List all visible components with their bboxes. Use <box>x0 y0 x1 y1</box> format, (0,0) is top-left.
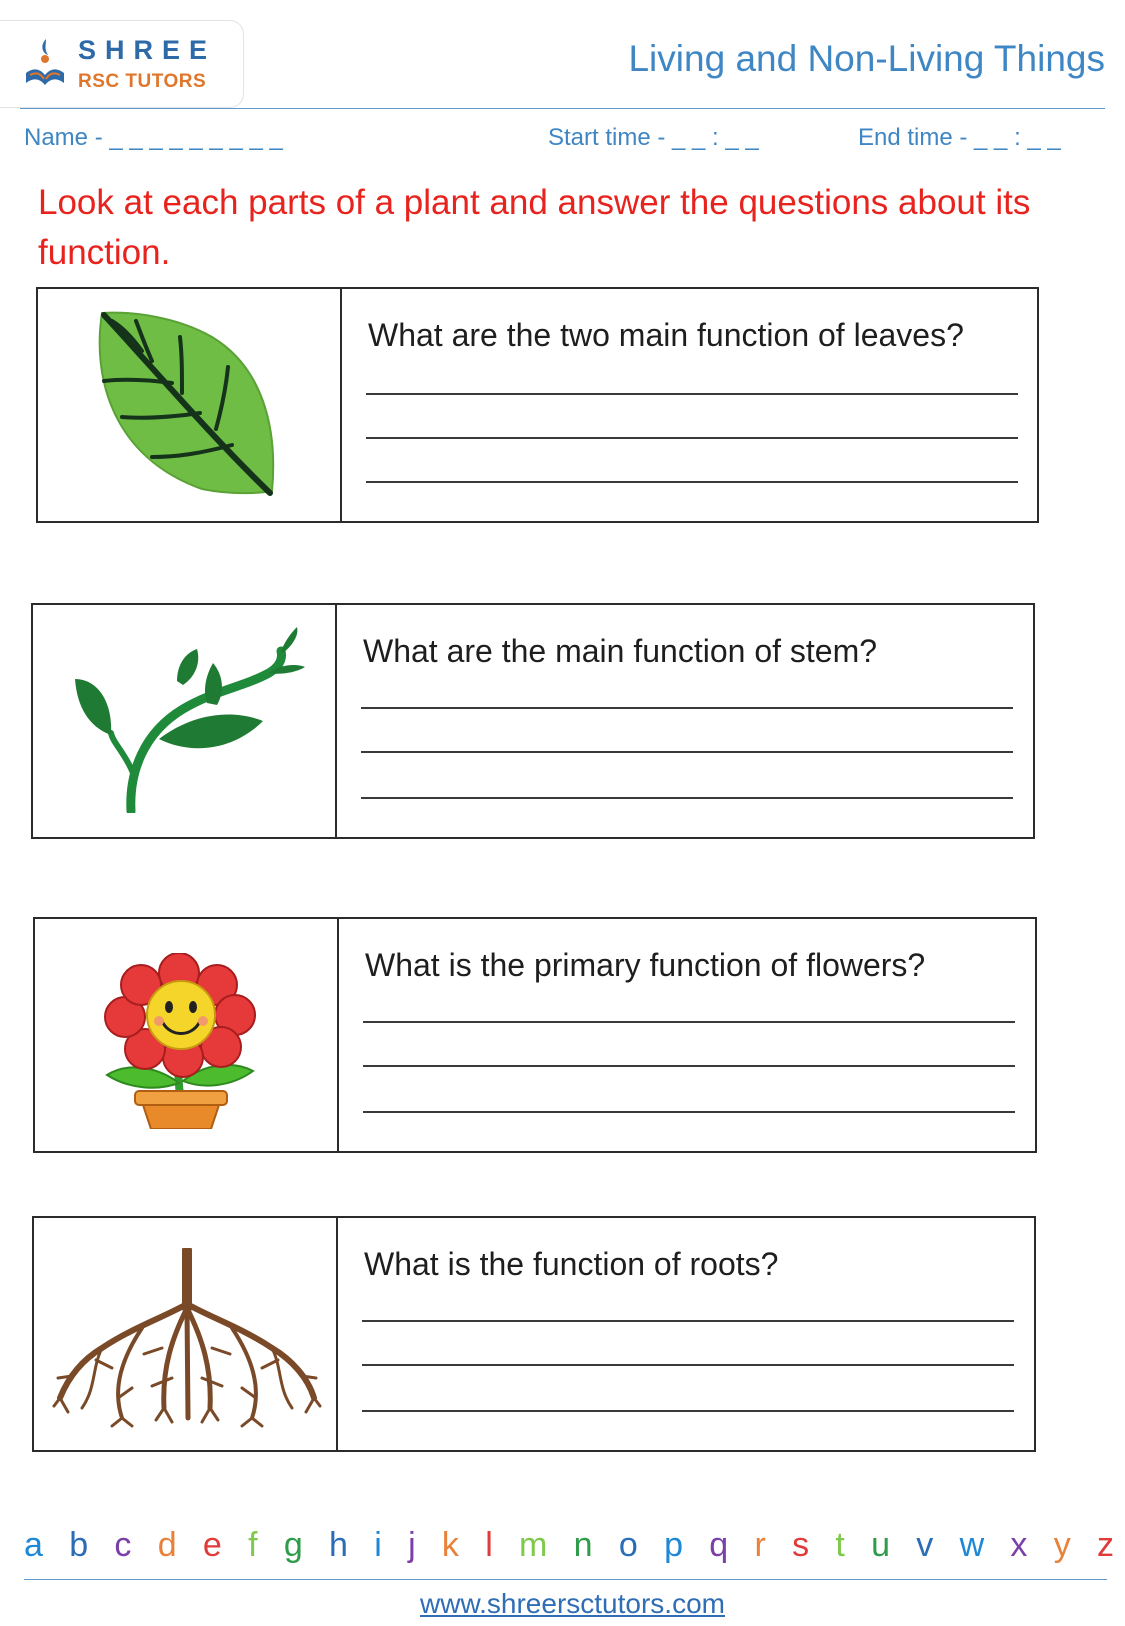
question-image <box>33 605 337 837</box>
alphabet-letter: q <box>709 1526 729 1564</box>
alphabet-letter: l <box>485 1526 493 1564</box>
alphabet-letter: d <box>157 1526 177 1564</box>
alphabet-strip <box>24 1526 1114 1565</box>
alphabet-letter: u <box>871 1526 891 1564</box>
alphabet-letter: y <box>1053 1526 1071 1564</box>
start-time-field[interactable]: Start time - _ _ : _ _ <box>548 124 759 151</box>
end-time-field[interactable]: End time - _ _ : _ _ <box>858 124 1061 151</box>
alphabet-letter: i <box>374 1526 382 1564</box>
question-card-flowers <box>33 917 1037 1153</box>
answer-line[interactable] <box>362 1410 1014 1412</box>
alphabet-letter: a <box>24 1526 43 1564</box>
flower-icon <box>95 953 271 1129</box>
alphabet-letter: s <box>792 1526 810 1564</box>
alphabet-letter: v <box>916 1526 934 1564</box>
stem-icon <box>73 623 309 813</box>
book-emblem-icon <box>20 35 70 91</box>
answer-line[interactable] <box>361 751 1013 753</box>
brand-subtitle: RSC TUTORS <box>78 71 207 92</box>
alphabet-letter: x <box>1010 1526 1028 1564</box>
answer-line[interactable] <box>366 481 1018 483</box>
alphabet-letter: o <box>618 1526 638 1564</box>
question-text-area <box>339 919 1035 1151</box>
alphabet-letter: k <box>441 1526 459 1564</box>
question-label: What are the two main function of leaves? <box>368 317 964 353</box>
answer-line[interactable] <box>362 1320 1014 1322</box>
instructions: Look at each parts of a plant and answer the questions about its function. <box>38 183 1031 272</box>
alphabet-letter: t <box>835 1526 845 1564</box>
answer-line[interactable] <box>366 437 1018 439</box>
roots-icon <box>52 1248 322 1428</box>
answer-line[interactable] <box>361 707 1013 709</box>
alphabet-letter: h <box>329 1526 348 1564</box>
footer-divider <box>24 1579 1107 1580</box>
question-card-stem <box>31 603 1035 839</box>
alphabet-letter: w <box>959 1526 985 1564</box>
question-card-roots <box>32 1216 1036 1452</box>
alphabet-letter: c <box>114 1526 132 1564</box>
question-label: What is the function of roots? <box>364 1246 779 1282</box>
alphabet-letter: z <box>1096 1526 1114 1564</box>
answer-line[interactable] <box>366 393 1018 395</box>
alphabet-letter: g <box>283 1526 303 1564</box>
alphabet-letter: p <box>664 1526 683 1564</box>
leaf-icon <box>82 307 282 499</box>
question-label: What are the main function of stem? <box>363 633 878 669</box>
question-image <box>38 289 342 521</box>
answer-line[interactable] <box>363 1111 1015 1113</box>
header-divider <box>20 108 1105 109</box>
question-text-area <box>338 1218 1034 1450</box>
alphabet-letter: b <box>69 1526 89 1564</box>
name-field[interactable]: Name - _ _ _ _ _ _ _ _ _ <box>24 124 283 151</box>
answer-line[interactable] <box>363 1065 1015 1067</box>
question-text-area <box>342 289 1037 521</box>
alphabet-letter: n <box>573 1526 593 1564</box>
alphabet-letter: m <box>519 1526 548 1564</box>
answer-line[interactable] <box>362 1364 1014 1366</box>
alphabet-letter: e <box>202 1526 222 1564</box>
question-label: What is the primary function of flowers? <box>365 947 926 983</box>
website-link[interactable]: www.shreersctutors.com <box>420 1588 725 1619</box>
logo <box>0 20 244 108</box>
answer-line[interactable] <box>363 1021 1015 1023</box>
alphabet-letter: r <box>754 1526 766 1564</box>
question-image <box>34 1218 338 1450</box>
answer-line[interactable] <box>361 797 1013 799</box>
question-card-leaves <box>36 287 1039 523</box>
brand-name: SHREE <box>78 35 217 65</box>
question-text-area <box>337 605 1033 837</box>
question-image <box>35 919 339 1151</box>
page-title: Living and Non-Living Things <box>628 38 1105 79</box>
alphabet-letter: f <box>248 1526 258 1564</box>
alphabet-letter: j <box>408 1526 416 1564</box>
